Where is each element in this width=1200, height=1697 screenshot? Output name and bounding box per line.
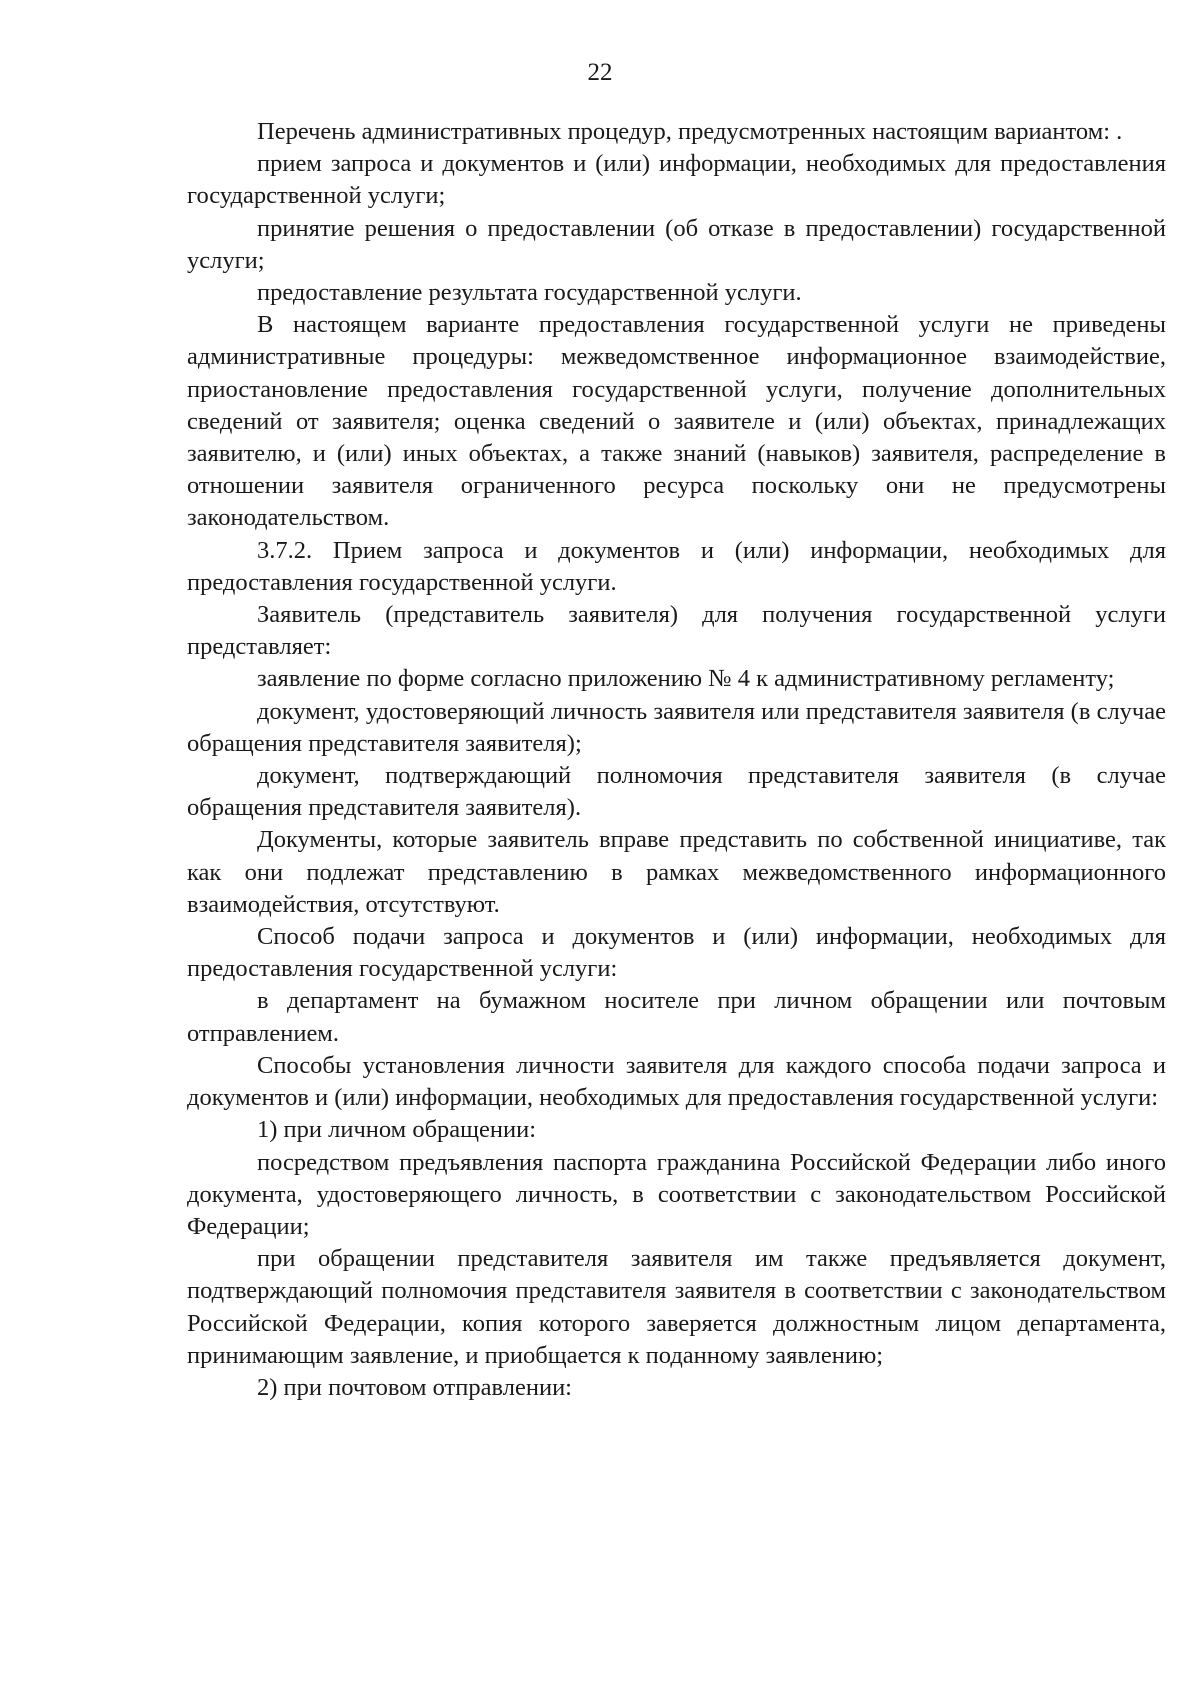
paragraph: Способы установления личности заявителя для каждого способа подачи запроса и документов и (или) информации, необходимых для предоставления государственной услуги:	[187, 1051, 1166, 1112]
paragraph: принятие решения о предоставлении (об отказе в предоставлении) государственной услуги;	[187, 214, 1166, 274]
paragraph: предоставление результата государственной услуги.	[257, 279, 802, 307]
paragraph: в департамент на бумажном носителе при личном обращении или почтовым отправлением.	[187, 987, 1166, 1047]
paragraph: документ, удостоверяющий личность заявителя или представителя заявителя (в случае обращения представителя заявителя);	[187, 697, 1166, 757]
paragraph: Перечень административных процедур, предусмотренных настоящим вариантом: .	[257, 118, 1123, 145]
list-item: 2) при почтовом отправлении:	[257, 1373, 572, 1401]
paragraph: посредством предъявления паспорта гражданина Российской Федерации либо иного документа, удостоверяющего личность, в соответствии с законодательством Российской Федерации;	[187, 1148, 1166, 1240]
paragraph: при обращении представителя заявителя им также предъявляется документ, подтверждающий полномочия представителя заявителя в соответствии с законодательством Российской Федерации, копия которого заверяется должностным лицом департамента, принимающим заявление, и приобщается к поданному заявлению;	[187, 1245, 1166, 1369]
paragraph: заявление по форме согласно приложению № 4 к административному регламенту;	[257, 665, 1115, 693]
paragraph: Заявитель (представитель заявителя) для получения государственной услуги представляет:	[187, 601, 1166, 661]
paragraph: Способ подачи запроса и документов и (или) информации, необходимых для предоставления государственной услуги:	[187, 923, 1166, 983]
document-body	[187, 116, 1166, 1404]
paragraph: В настоящем варианте предоставления государственной услуги не приведены административные процедуры: межведомственное информационное взаимодействие, приостановление предоставления государственной услуги, получение дополнительных сведений от заявителя; оценка сведений о заявителе и (или) объектах, принадлежащих заявителю, и (или) иных объектах, а также знаний (навыков) заявителя, распределение в отношении заявителя ограниченного ресурса поскольку они не предусмотрены законодательством.	[187, 311, 1166, 532]
list-item: 1) при личном обращении:	[257, 1116, 537, 1144]
paragraph: Документы, которые заявитель вправе представить по собственной инициативе, так как они подлежат представлению в рамках межведомственного информационного взаимодействия, отсутствуют.	[187, 826, 1166, 918]
paragraph: документ, подтверждающий полномочия представителя заявителя (в случае обращения представителя заявителя).	[187, 762, 1166, 822]
section-heading: 3.7.2. Прием запроса и документов и (или) информации, необходимых для предоставления государственной услуги.	[187, 536, 1166, 596]
page-number: 22	[587, 59, 613, 86]
paragraph: прием запроса и документов и (или) информации, необходимых для предоставления государственной услуги;	[187, 150, 1166, 210]
